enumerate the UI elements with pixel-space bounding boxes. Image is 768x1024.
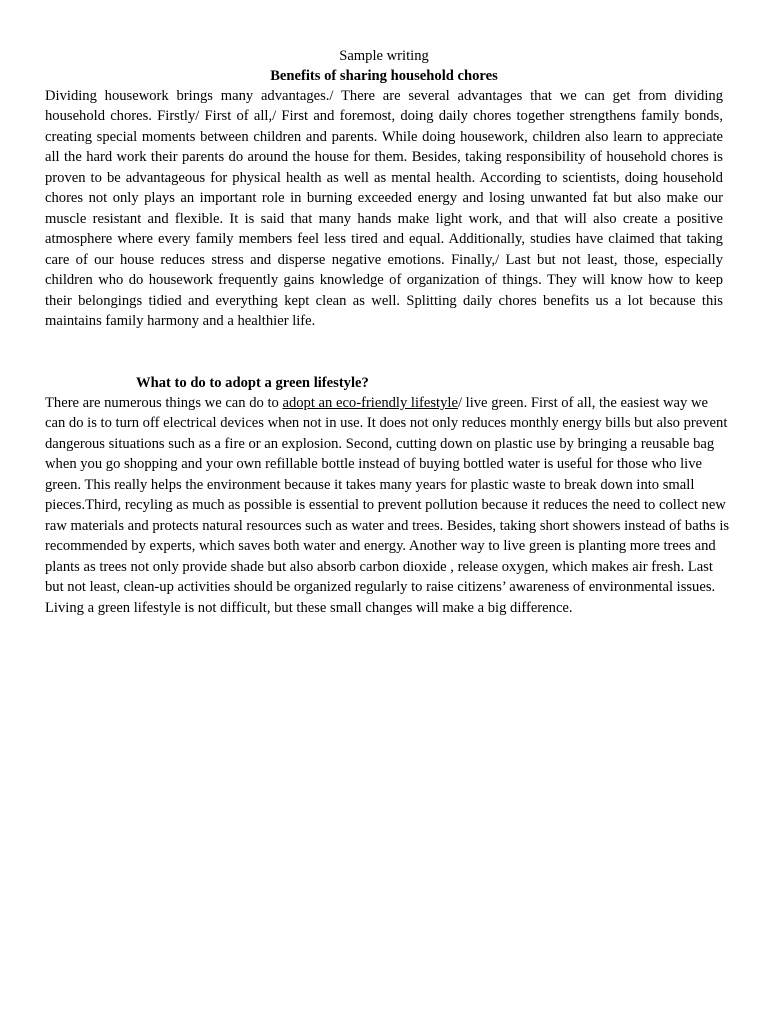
essay-2-body bbox=[45, 393, 731, 618]
essay-2-line: release oxygen, which makes air fresh. Last but not least, clean-up activities should be organized regularly to bbox=[45, 558, 713, 596]
document-label: Sample writing bbox=[339, 48, 429, 64]
essay-1-line: household chores. Firstly/ First of all,/ First and foremost, doing daily chores together strengthens family bbox=[45, 108, 680, 125]
essay-2-line: those who live green. This really helps the environment because it takes many years for plastic waste to break bbox=[45, 456, 703, 493]
essay-2-line: changes will make a big difference. bbox=[365, 599, 573, 616]
essay-1-line: but not least, those, especially children who do housework frequently gains knowledge of organization of bbox=[45, 251, 723, 289]
essay-2-line-start: There are numerous things we can do to bbox=[45, 395, 283, 411]
essay-1-line: unwanted fat but also make our muscle resistant and flexible. It is said that many hands make light work, and bbox=[45, 190, 723, 227]
essay-2-line: prevent dangerous situations such as a fire or an explosion. Second, cutting down on plastic use by bringing a bbox=[45, 415, 728, 452]
essay-1-line: chores benefits us a lot because this maintains family harmony and a healthier life. bbox=[45, 292, 723, 329]
essay-2-line: we can do is to turn off electrical devices when not in use. It does not only reduces monthly energy bills but also bbox=[45, 395, 709, 432]
essay-1-title: Benefits of sharing household chores bbox=[270, 68, 498, 84]
essay-1-line: appreciate all the hard work their parents do around the house for them. Besides, taking responsibility of bbox=[45, 128, 723, 166]
essay-1-line: household chores is proven to be advantageous for physical health as well as mental health. According to bbox=[45, 149, 723, 186]
essay-1-line: things. They will know how to keep their belongings tidied and everything kept clean as well. Splitting daily bbox=[45, 272, 724, 309]
essay-1-line: bonds, creating special moments between children and parents. While doing housework, children also learn to bbox=[45, 108, 723, 145]
essay-1-body bbox=[45, 86, 723, 331]
essay-1-line: Dividing housework brings many advantages./ There are several advantages that we can get from dividing bbox=[45, 88, 723, 104]
essay-2-line: short showers instead of baths is recommended by experts, which saves both water and energy. Another way to bbox=[45, 517, 730, 555]
essay-2-line: live green is planting more trees and plants as trees not only provide shade but also absorb carbon dioxide , bbox=[45, 538, 716, 575]
essay-1-line: that will also create a positive atmosphere where every family members feel less tired and equal. Additionally, bbox=[45, 210, 723, 248]
essay-2-line-end: / live green. First of all, the easiest way bbox=[457, 395, 688, 411]
underlined-phrase: adopt an eco-friendly lifestyle bbox=[282, 395, 458, 411]
essay-1-line: scientists, doing household chores not only plays an important role in burning exceeded energy and losing bbox=[45, 169, 723, 207]
essay-1-line: studies have claimed that taking care of our house reduces stress and disperse negative emotions. Finally,/ Last bbox=[45, 231, 723, 268]
essay-2-line: down into small pieces.Third, recyling as much as possible is essential to prevent pollution because it reduces bbox=[45, 476, 695, 514]
essay-2-line: reusable bag when you go shopping and your own refillable bottle instead of buying bottled water is useful for bbox=[45, 435, 715, 473]
essay-2-title: What to do to adopt a green lifestyle? bbox=[136, 375, 369, 391]
essay-2-line: the need to collect new raw materials and protects natural resources such as water and trees. Besides, taking bbox=[45, 497, 726, 534]
essay-2-line: raise citizens’ awareness of environmental issues. Living a green lifestyle is not difficult, but these small bbox=[45, 579, 716, 616]
